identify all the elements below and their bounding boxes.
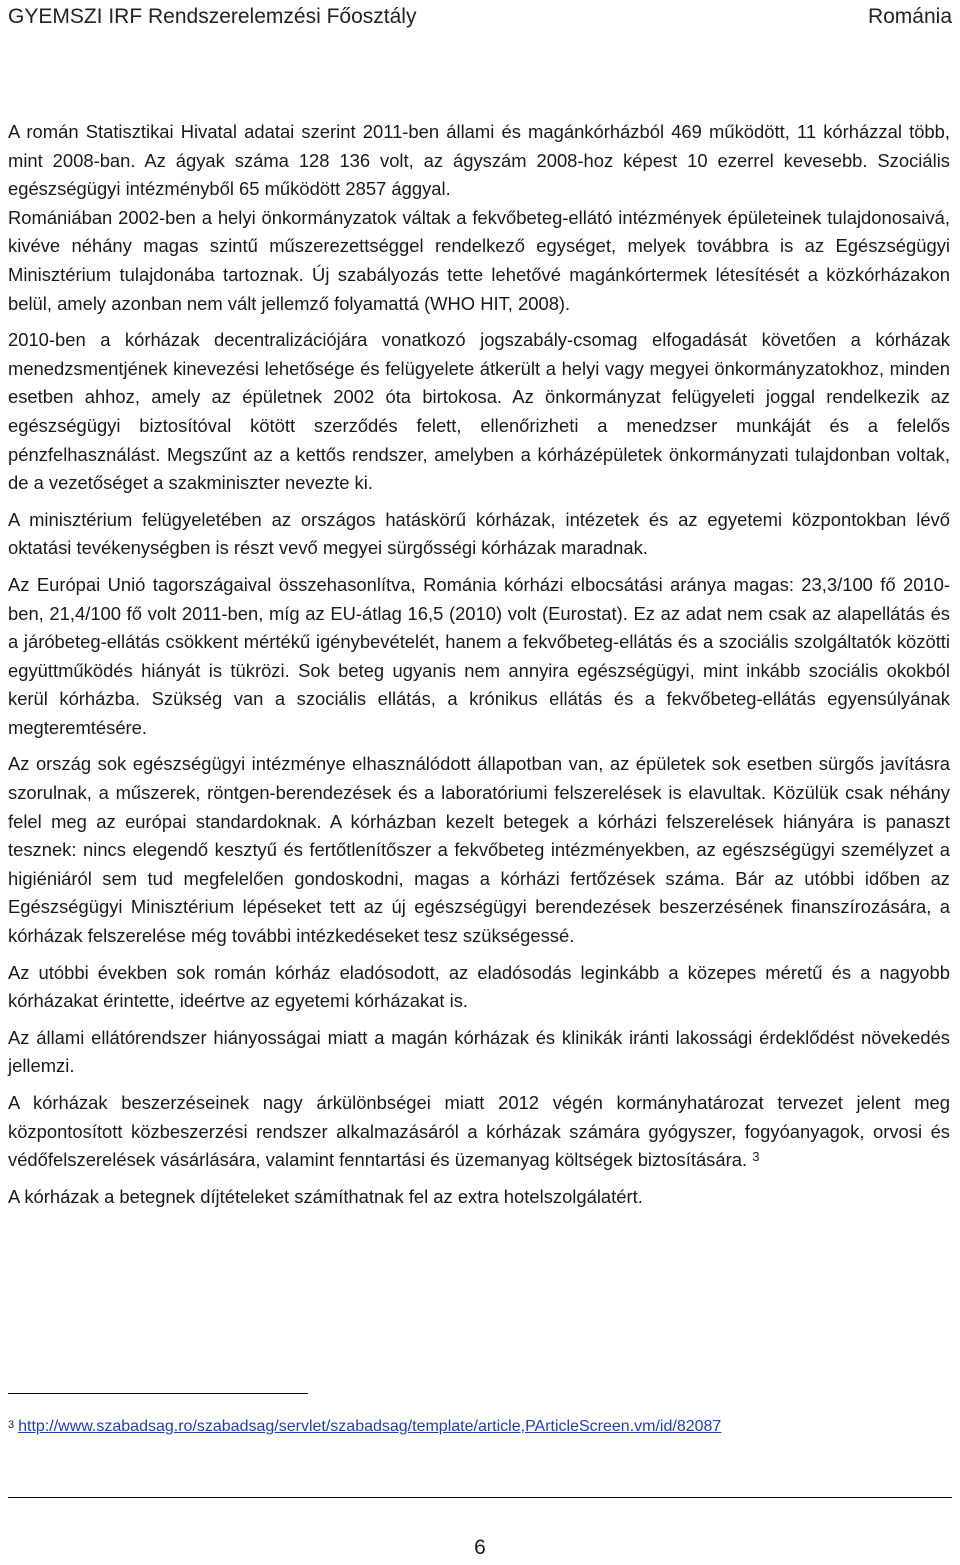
paragraph-9-text: A kórházak beszerzéseinek nagy árkülönbségei miatt 2012 végén kormányhatározat tervezet jelent meg központosított közbeszerzési rendszer alkalmazásáról a kórházak számára gyógyszer, fogyóanyagok, orvosi és védőfelszerelések vásárlására, valamint fenntartási és üzemanyag költségek biztosítására. — [8, 1092, 950, 1171]
page-header — [8, 0, 952, 34]
paragraph-4: A minisztérium felügyeletében az országos hatáskörű kórházak, intézetek és az egyetemi központokban lévő oktatási tevékenységben is részt vevő megyei sürgősségi kórházak maradnak. — [8, 508, 950, 559]
footnote-reference[interactable]: 3 — [752, 1149, 760, 1165]
paragraph-1: A román Statisztikai Hivatal adatai szerint 2011-ben állami és magánkórházból 469 működött, 11 kórházzal több, mint 2008-ban. Az ágyak száma 128 136 volt, az ágyszám 2008-hoz képest 10 ezerrel kevesebb. Szociális egészségügyi intézményből 65 működött 2857 ággyal. — [8, 121, 950, 200]
footer-divider — [8, 1497, 952, 1498]
paragraph-6: Az ország sok egészségügyi intézménye elhasználódott állapotban van, az épületek sok esetben sürgős javításra szorulnak, a műszerek, röntgen-berendezések és a laboratóriumi felszerelések is elavultak. Közülük csak néhány felel meg az európai standardoknak. A kórházban kezelt betegek a kórházi felszerelések hiányára is panaszt tesznek: nincs elegendő kesztyű és fertőtlenítőszer a fekvőbeteg intézményekben, az egészségügyi személyzet a higiéniáról sem tud megfelelően gondoskodni, magas a kórházi fertőzések száma. Bár az utóbbi időben az Egészségügyi Minisztérium lépéseket tett az új egészségügyi berendezések beszerzésének finanszírozására, a kórházak felszerelése még további intézkedéseket tesz szükségessé. — [8, 753, 950, 947]
paragraph-8: Az állami ellátórendszer hiányosságai miatt a magán kórházak és klinikák iránti lakossági érdeklődést növekedés jellemzi. — [8, 1026, 950, 1077]
footnote-divider — [8, 1393, 308, 1394]
paragraph-9 — [8, 1089, 950, 1175]
page-number: 6 — [474, 1536, 486, 1559]
paragraph-7: Az utóbbi években sok román kórház eladósodott, az eladósodás leginkább a közepes méretű és a nagyobb kórházakat érintette, ideértve az egyetemi kórházakat is. — [8, 961, 950, 1012]
header-organization: GYEMSZI IRF Rendszerelemzési Főosztály — [8, 5, 417, 28]
footnote-link[interactable]: http://www.szabadsag.ro/szabadsag/servlet/szabadsag/template/article,PArticleScreen.vm/id/82087 — [18, 1418, 722, 1435]
paragraph-3: 2010-ben a kórházak decentralizációjára vonatkozó jogszabály-csomag elfogadását követően a kórházak menedzsmentjének kinevezési lehetősége és felügyelete átkerült a helyi vagy megyei önkormányzatokhoz, minden esetben ahhoz, amely az épületnek 2002 óta birtokosa. Az önkormányzat felügyeleti joggal rendelkezik az egészségügyi biztosítóval kötött szerződés felett, ellenőrizheti a menedzser munkáját és a felelős pénzfelhasználást. Megszűnt az a kettős rendszer, amelyben a kórházépületek önkormányzati tulajdonban voltak, de a vezetőséget a szakminiszter nevezte ki. — [8, 329, 950, 494]
footnote-number: 3 — [8, 1419, 15, 1431]
document-body — [8, 118, 950, 1219]
paragraph-2: Romániában 2002-ben a helyi önkormányzatok váltak a fekvőbeteg-ellátó intézmények épületeinek tulajdonosaivá, kivéve néhány magas szintű műszerezettséggel rendelkező egységet, melyek továbbra is az Egészségügyi Minisztérium tulajdonába tartoznak. Új szabályozás tette lehetővé magánkórtermek létesítését a közkórházakon belül, amely azonban nem vált jellemző folyamattá (WHO HIT, 2008). — [8, 206, 950, 314]
paragraph-10: A kórházak a betegnek díjtételeket számíthatnak fel az extra hotelszolgálatért. — [8, 1185, 643, 1207]
header-country: Románia — [867, 5, 952, 28]
footnote — [8, 1416, 721, 1438]
paragraph-5: Az Európai Unió tagországaival összehasonlítva, Románia kórházi elbocsátási aránya magas: 23,3/100 fő 2010-ben, 21,4/100 fő volt 2011-ben, míg az EU-átlag 16,5 (2010) volt (Eurostat). Ez az adat nem csak az alapellátás és a járóbeteg-ellátás csökkent mértékű igénybevételét, hanem a fekvőbeteg-ellátás és a szociális szolgáltatók közötti együttműködés hiányát is tükrözi. Sok beteg ugyanis nem annyira egészségügyi, mint inkább szociális okokból kerül kórházba. Szükség van a szociális ellátás, a krónikus ellátás és a fekvőbeteg-ellátás egyensúlyának megteremtésére. — [8, 573, 950, 738]
